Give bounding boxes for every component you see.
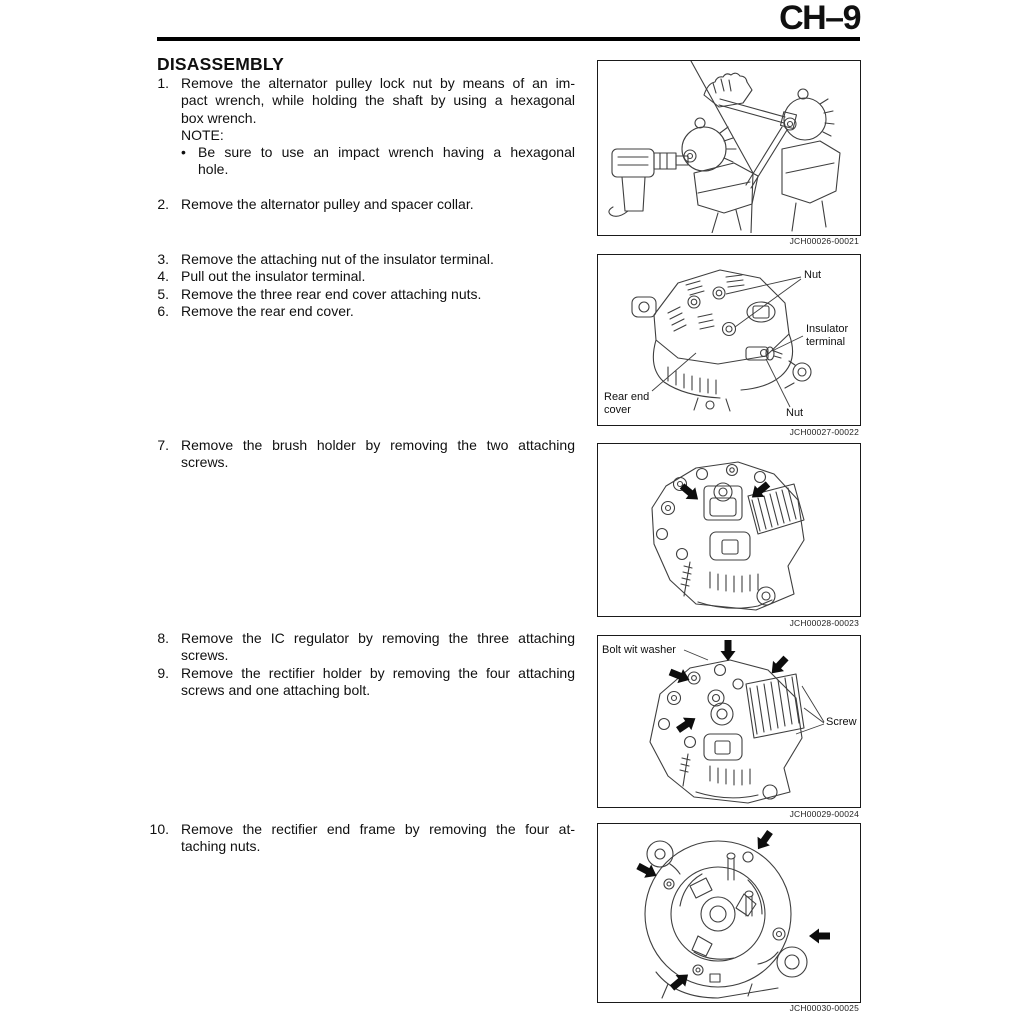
- section-title: DISASSEMBLY: [157, 54, 284, 74]
- arrow-icon: [674, 712, 700, 736]
- figure-caption: JCH00028-00023: [789, 618, 859, 628]
- step-number: 3.: [157, 251, 169, 267]
- note-label: NOTE:: [181, 126, 224, 143]
- step-number: 7.: [157, 437, 169, 453]
- step-line: box wrench.: [181, 109, 257, 126]
- arrow-icon: [766, 653, 791, 679]
- step-line: screws.: [181, 647, 229, 664]
- note-line: hole.: [198, 161, 229, 178]
- arrow-icon: [809, 929, 830, 944]
- figure-caption: JCH00026-00021: [789, 236, 859, 246]
- step-item-6: [144, 303, 576, 320]
- label-insulator-terminal: Insulator terminal: [806, 323, 849, 348]
- note-line: Be sure to use an impact wrench having a hexagonal: [198, 144, 575, 160]
- figure-box-rear-end-cover: [597, 254, 861, 426]
- figure-box-impact-wrench: [597, 60, 861, 236]
- rectifier-holder-illustration: [598, 636, 858, 805]
- bullet-icon: •: [181, 144, 186, 160]
- figure-box-rectifier-end-frame: [597, 823, 861, 1003]
- step-line: Remove the alternator pulley and spacer collar.: [181, 196, 474, 212]
- step-number: 6.: [157, 302, 169, 319]
- step-item-1: [144, 75, 576, 127]
- arrow-icon: [677, 480, 703, 505]
- step-number: 2.: [157, 196, 169, 212]
- step-number: 8.: [157, 630, 169, 646]
- step-line: pact wrench, while holding the shaft by using a hexagonal: [181, 92, 575, 109]
- step-number: 10.: [149, 821, 169, 837]
- step-line: screws.: [181, 454, 229, 471]
- figure-caption: JCH00027-00022: [789, 427, 859, 437]
- step-number: 1.: [157, 75, 169, 91]
- step-item-7: [144, 437, 576, 472]
- step-line: Remove the brush holder by removing the two attaching: [181, 437, 575, 453]
- step-line: Remove the rear end cover.: [181, 302, 354, 319]
- impact-wrench-illustration: [598, 61, 858, 233]
- step-line: taching nuts.: [181, 838, 261, 855]
- brush-holder-illustration: [598, 444, 858, 614]
- figure-caption: JCH00030-00025: [789, 1003, 859, 1013]
- label-bolt-with-washer: Bolt wit washer: [602, 644, 676, 656]
- figure-box-brush-holder: [597, 443, 861, 617]
- label-screw: Screw: [826, 716, 857, 728]
- rectifier-end-frame-illustration: [598, 824, 858, 1000]
- step-item-3: [144, 251, 576, 268]
- step-item-5: [144, 286, 576, 303]
- arrow-icon: [752, 828, 776, 854]
- step-number: 4.: [157, 268, 169, 285]
- step-line: Remove the three rear end cover attaching nuts.: [181, 285, 482, 302]
- step-item-4: [144, 268, 576, 285]
- step-line: Remove the rectifier end frame by removing the four at-: [181, 821, 575, 837]
- step-item-2: [144, 196, 576, 213]
- arrow-icon: [634, 859, 660, 882]
- arrow-icon: [721, 640, 736, 661]
- label-nut-top: Nut: [804, 269, 822, 281]
- step-line: Remove the rectifier holder by removing the four attaching: [181, 664, 575, 681]
- step-item-10: [144, 821, 576, 856]
- step-line: Remove the IC regulator by removing the three attaching: [181, 630, 575, 646]
- step-number: 9.: [157, 664, 169, 681]
- header-rule: [157, 37, 860, 41]
- step-item-9: [144, 665, 576, 700]
- step-line: Pull out the insulator terminal.: [181, 268, 366, 285]
- label-rear-end-cover: Rear end cover: [604, 391, 650, 416]
- step-line: Remove the alternator pulley lock nut by means of an im-: [181, 75, 575, 91]
- figure-box-rectifier-holder: [597, 635, 861, 808]
- note-bullet: [181, 144, 575, 179]
- step-line: Remove the attaching nut of the insulator terminal.: [181, 251, 494, 267]
- step-item-8: [144, 630, 576, 665]
- chapter-code: CH–9: [779, 0, 860, 37]
- step-line: screws and one attaching bolt.: [181, 681, 371, 698]
- label-nut-bottom: Nut: [786, 407, 804, 419]
- step-number: 5.: [157, 285, 169, 302]
- figure-caption: JCH00029-00024: [789, 809, 859, 819]
